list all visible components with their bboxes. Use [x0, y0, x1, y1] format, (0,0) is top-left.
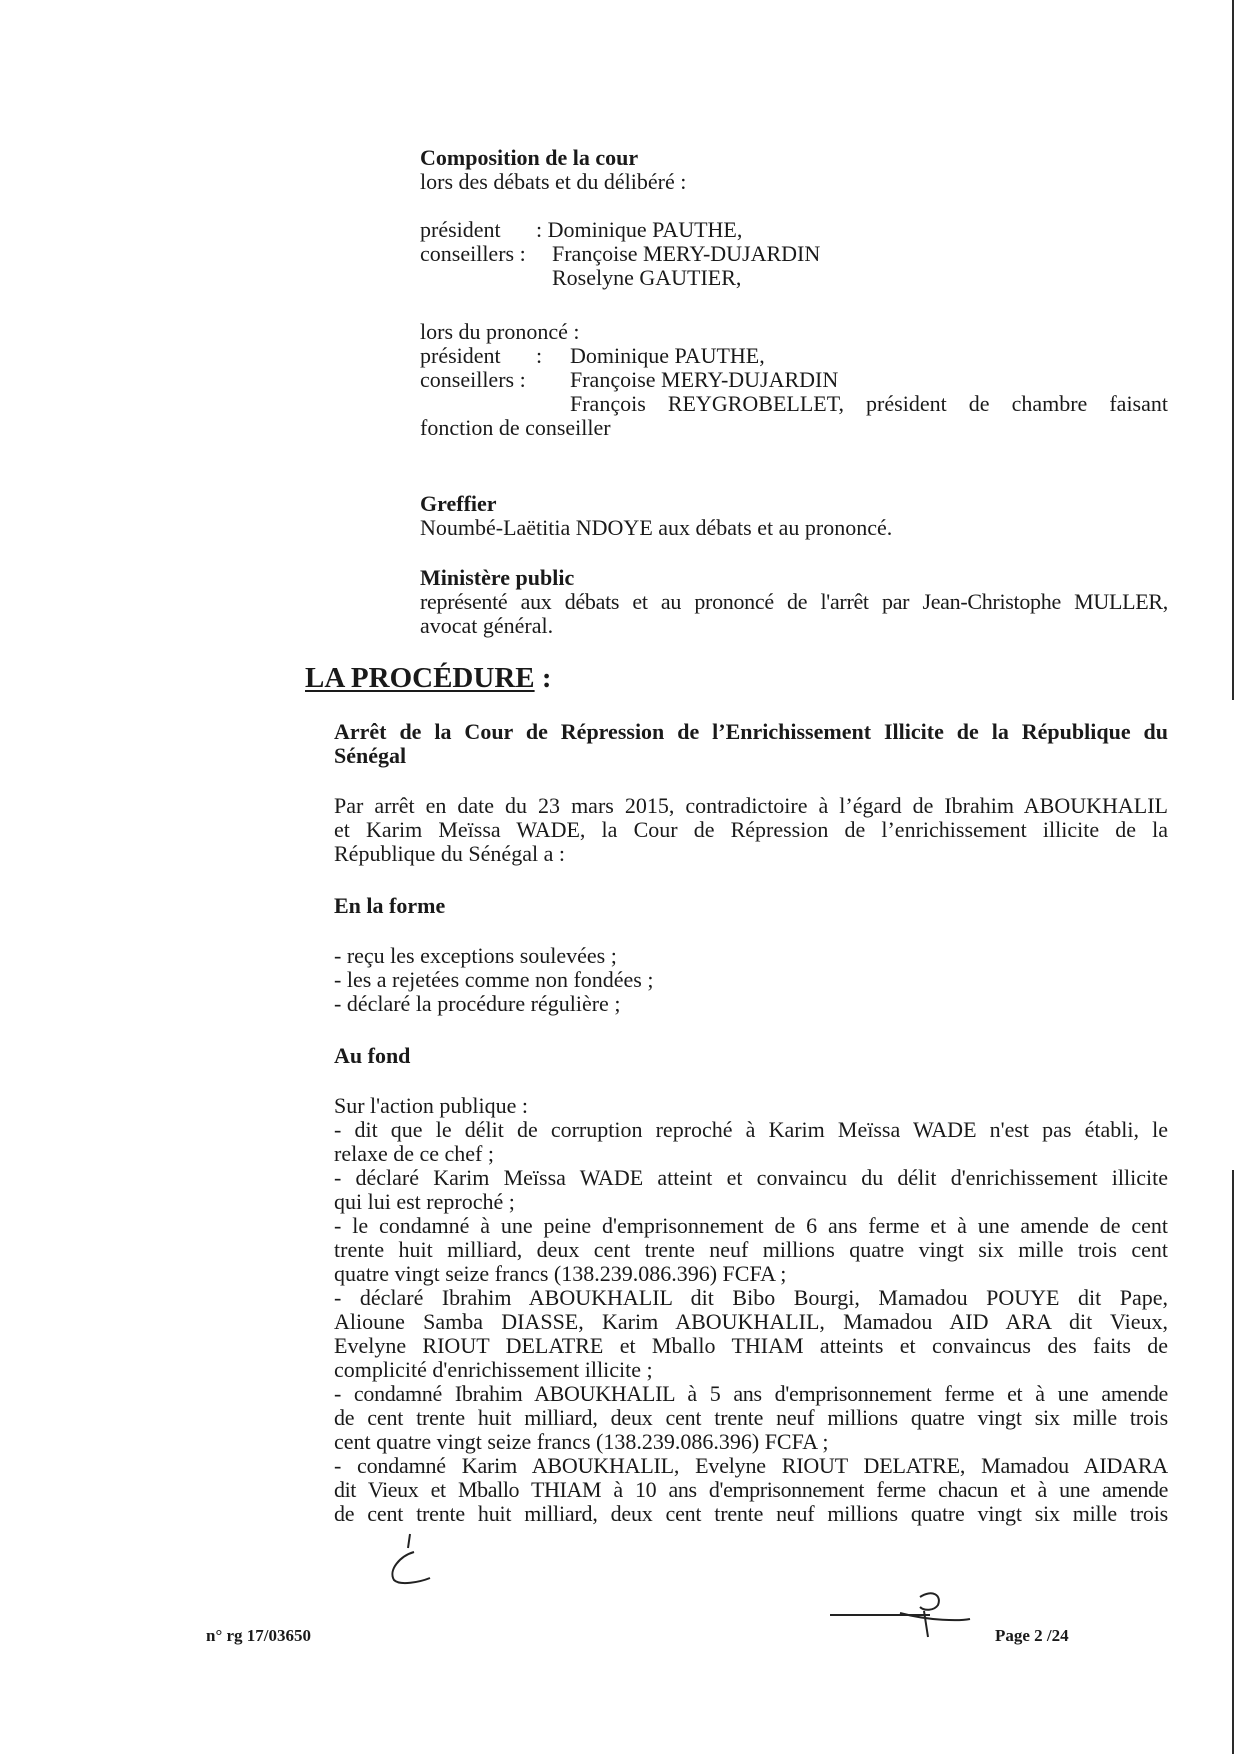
fond-line: - condamné Ibrahim ABOUKHALIL à 5 ans d'emprisonnement ferme et à une amende	[334, 1381, 1168, 1406]
deliberation-president-name: : Dominique PAUTHE,	[536, 217, 743, 242]
intro-line-2: et Karim Meïssa WADE, la Cour de Répression de l’enrichissement illicite de la	[334, 817, 1168, 842]
ministere-heading: Ministère public	[420, 565, 575, 590]
forme-item: - déclaré la procédure régulière ;	[334, 991, 621, 1016]
greffier-heading: Greffier	[420, 491, 497, 516]
forme-item: - reçu les exceptions soulevées ;	[334, 943, 617, 968]
greffier-text: Noumbé-Laëtitia NDOYE aux débats et au prononcé.	[420, 515, 893, 540]
fond-line: - déclaré Ibrahim ABOUKHALIL dit Bibo Bourgi, Mamadou POUYE dit Pape,	[334, 1285, 1168, 1310]
forme-heading: En la forme	[334, 893, 446, 918]
action-publique-label: Sur l'action publique :	[334, 1093, 528, 1118]
ministere-line-1: représenté aux débats et au prononcé de l'arrêt par Jean-Christophe MULLER,	[420, 589, 1168, 614]
fond-line: Alioune Samba DIASSE, Karim ABOUKHALIL, Mamadou AID ARA dit Vieux,	[334, 1309, 1168, 1334]
fond-body	[334, 1118, 1168, 1526]
forme-item: - les a rejetées comme non fondées ;	[334, 967, 654, 992]
fond-line: quatre vingt seize francs (138.239.086.396) FCFA ;	[334, 1261, 787, 1286]
deliberation-president-label: président	[420, 217, 501, 242]
fond-line: complicité d'enrichissement illicite ;	[334, 1357, 653, 1382]
scan-edge-line-lower	[1232, 1170, 1234, 1754]
signature-mark	[820, 1575, 980, 1645]
composition-subheading: lors des débats et du délibéré :	[420, 169, 687, 194]
fond-line: - condamné Karim ABOUKHALIL, Evelyne RIOUT DELATRE, Mamadou AIDARA	[334, 1453, 1168, 1478]
prononce-conseiller-1: Françoise MERY-DUJARDIN	[570, 367, 839, 392]
prononce-conseiller-2-cont: fonction de conseiller	[420, 415, 611, 440]
fond-line: Evelyne RIOUT DELATRE et Mballo THIAM atteints et convaincus des faits de	[334, 1333, 1168, 1358]
case-number: n° rg 17/03650	[206, 1626, 312, 1645]
intro-line-1: Par arrêt en date du 23 mars 2015, contradictoire à l’égard de Ibrahim ABOUKHALIL	[334, 793, 1168, 818]
fond-line: de cent trente huit milliard, deux cent trente neuf millions quatre vingt six mille trois	[334, 1405, 1168, 1430]
fond-line: dit Vieux et Mballo THIAM à 10 ans d'emprisonnement ferme chacun et à une amende	[334, 1477, 1168, 1502]
prononce-president-name: Dominique PAUTHE,	[570, 343, 765, 368]
page-number: Page 2 /24	[995, 1626, 1069, 1645]
fond-heading: Au fond	[334, 1043, 411, 1068]
prononce-conseillers-label: conseillers :	[420, 367, 526, 392]
prononce-president-label: président	[420, 343, 501, 368]
prononce-president-sep: :	[536, 343, 543, 368]
deliberation-conseiller-2: Roselyne GAUTIER,	[552, 265, 742, 290]
prononce-label: lors du prononcé :	[420, 319, 580, 344]
fond-line: trente huit milliard, deux cent trente neuf millions quatre vingt six mille trois cent	[334, 1237, 1168, 1262]
scan-edge-line	[1232, 0, 1234, 700]
deliberation-conseiller-1: Françoise MERY-DUJARDIN	[552, 241, 821, 266]
fond-line: relaxe de ce chef ;	[334, 1141, 494, 1166]
fond-line: cent quatre vingt seize francs (138.239.086.396) FCFA ;	[334, 1429, 829, 1454]
procedure-heading	[305, 662, 552, 694]
fond-line: - le condamné à une peine d'emprisonnement de 6 ans ferme et à une amende de cent	[334, 1213, 1168, 1238]
fond-line: - déclaré Karim Meïssa WADE atteint et convaincu du délit d'enrichissement illicite	[334, 1165, 1168, 1190]
fond-line: - dit que le délit de corruption reproché à Karim Meïssa WADE n'est pas établi, le	[334, 1117, 1168, 1142]
arret-title-line-2: Sénégal	[334, 743, 407, 768]
initial-signature-mark	[380, 1530, 440, 1590]
fond-line: de cent trente huit milliard, deux cent trente neuf millions quatre vingt six mille trois	[334, 1501, 1168, 1526]
arret-title-line-1: Arrêt de la Cour de Répression de l’Enrichissement Illicite de la République du	[334, 719, 1168, 744]
deliberation-conseillers-label: conseillers :	[420, 241, 526, 266]
prononce-conseiller-2: François REYGROBELLET, président de chambre faisant	[570, 391, 1168, 416]
procedure-heading-text: LA PROCÉDURE	[305, 662, 535, 694]
intro-line-3: République du Sénégal a :	[334, 841, 565, 866]
ministere-line-2: avocat général.	[420, 613, 554, 638]
fond-line: qui lui est reproché ;	[334, 1189, 515, 1214]
procedure-heading-colon: :	[534, 662, 552, 694]
composition-heading: Composition de la cour	[420, 145, 639, 170]
